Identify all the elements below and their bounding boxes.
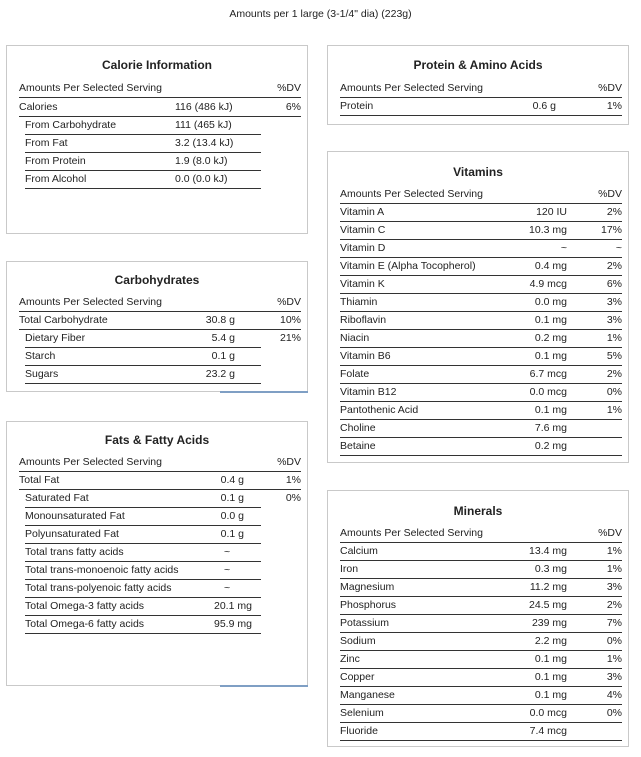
amounts-header: Amounts Per Selected Serving [19, 456, 162, 468]
nutrient-name: Vitamin E (Alpha Tocopherol) [340, 260, 476, 272]
nutrient-dv: 3% [606, 671, 622, 683]
nutrient-amount: ~ [224, 546, 231, 558]
amounts-header: Amounts Per Selected Serving [340, 82, 483, 94]
nutrient-name: Iron [340, 563, 359, 575]
minerals-panel [327, 490, 629, 747]
nutrient-name: From Carbohydrate [25, 119, 117, 131]
nutrient-amount: 7.4 mcg [529, 725, 567, 737]
nutrient-name: Vitamin D [340, 242, 386, 254]
panel-accent-line [220, 391, 308, 393]
nutrient-row [25, 526, 261, 544]
fats-panel [6, 421, 308, 686]
nutrient-name: Total trans fatty acids [25, 546, 124, 558]
nutrient-amount: 2.2 mg [534, 635, 567, 647]
nutrient-name: Monounsaturated Fat [25, 510, 125, 522]
nutrient-name: Manganese [340, 689, 395, 701]
nutrient-row [340, 366, 622, 384]
nutrient-row [340, 348, 622, 366]
nutrient-amount: 13.4 mg [529, 545, 567, 557]
nutrient-dv: 2% [606, 368, 622, 380]
nutrient-amount: 0.1 mg [534, 653, 567, 665]
nutrient-amount: 0.0 mcg [529, 707, 567, 719]
nutrient-amount: 0.0 (0.0 kJ) [175, 173, 228, 185]
nutrient-amount: 7.6 mg [534, 422, 567, 434]
nutrient-row [340, 615, 622, 633]
nutrient-name: Sodium [340, 635, 376, 647]
nutrient-name: Choline [340, 422, 376, 434]
nutrient-dv: 4% [606, 689, 622, 701]
nutrient-dv: 0% [606, 635, 622, 647]
dv-header: %DV [277, 456, 301, 468]
nutrient-rows [328, 46, 628, 124]
nutrient-amount: 0.1 g [211, 350, 235, 362]
nutrient-amount: 0.3 mg [534, 563, 567, 575]
nutrient-amount: 6.7 mcg [529, 368, 567, 380]
nutrient-rows [7, 422, 307, 685]
amounts-header: Amounts Per Selected Serving [19, 82, 162, 94]
nutrient-row [340, 98, 622, 116]
nutrient-name: Copper [340, 671, 375, 683]
nutrient-amount: 0.2 mg [534, 332, 567, 344]
nutrient-dv: 1% [606, 653, 622, 665]
nutrient-amount: 30.8 g [205, 314, 235, 326]
nutrient-row [25, 366, 261, 384]
nutrient-amount: 116 (486 kJ) [175, 101, 233, 113]
nutrient-name: Potassium [340, 617, 390, 629]
nutrient-row [25, 171, 261, 189]
nutrient-name: Total Fat [19, 474, 60, 486]
panel-title: Protein & Amino Acids [413, 58, 543, 72]
nutrient-name: Riboflavin [340, 314, 387, 326]
nutrient-row [25, 153, 261, 171]
nutrient-name: Total Omega-6 fatty acids [25, 618, 145, 630]
panel-title: Carbohydrates [114, 273, 200, 287]
nutrient-amount: 0.0 mg [534, 296, 567, 308]
nutrient-name: Magnesium [340, 581, 395, 593]
nutrient-row [25, 580, 261, 598]
nutrient-row [25, 508, 261, 526]
nutrient-row [19, 99, 301, 117]
nutrient-row [25, 330, 301, 348]
nutrient-name: Folate [340, 368, 370, 380]
nutrient-amount: 111 (465 kJ) [175, 119, 232, 131]
nutrient-name: Dietary Fiber [25, 332, 86, 344]
nutrient-amount: 5.4 g [211, 332, 235, 344]
nutrient-name: Vitamin B12 [340, 386, 397, 398]
nutrient-dv: 2% [606, 599, 622, 611]
nutrient-dv: 3% [606, 581, 622, 593]
nutrient-dv: 0% [606, 386, 622, 398]
panel-title: Vitamins [453, 165, 503, 179]
nutrient-amount: 11.2 mg [529, 581, 567, 593]
nutrient-row [340, 240, 622, 258]
nutrient-row [25, 117, 261, 135]
nutrient-name: Total trans-polyenoic fatty acids [25, 582, 172, 594]
amounts-header: Amounts Per Selected Serving [19, 296, 162, 308]
nutrient-row [25, 598, 261, 616]
nutrient-name: From Fat [25, 137, 68, 149]
nutrient-name: Zinc [340, 653, 360, 665]
nutrient-rows [7, 262, 307, 391]
nutrient-dv: 10% [279, 314, 301, 326]
nutrient-name: Total trans-monoenoic fatty acids [25, 564, 179, 576]
nutrient-name: Vitamin C [340, 224, 386, 236]
nutrient-amount: 0.1 g [220, 528, 244, 540]
nutrient-row [340, 579, 622, 597]
nutrient-amount: 1.9 (8.0 kJ) [175, 155, 228, 167]
nutrient-name: Starch [25, 350, 56, 362]
nutrient-name: Pantothenic Acid [340, 404, 419, 416]
nutrient-row [25, 616, 261, 634]
nutrient-row [25, 562, 261, 580]
nutrient-name: Saturated Fat [25, 492, 89, 504]
nutrient-row [340, 651, 622, 669]
nutrient-amount: 3.2 (13.4 kJ) [175, 137, 234, 149]
page-header: Amounts per 1 large (3-1/4" dia) (223g) [229, 8, 412, 20]
nutrient-name: Total Omega-3 fatty acids [25, 600, 145, 612]
nutrient-row [25, 348, 261, 366]
nutrient-row [340, 687, 622, 705]
nutrient-row [340, 420, 622, 438]
nutrient-amount: 4.9 mcg [529, 278, 567, 290]
nutrient-dv: 2% [606, 260, 622, 272]
nutrient-dv: 1% [285, 474, 301, 486]
nutrient-row [19, 312, 301, 330]
nutrient-dv: 7% [606, 617, 622, 629]
nutrient-amount: 239 mg [531, 617, 567, 629]
nutrient-name: Betaine [340, 440, 376, 452]
dv-header: %DV [277, 82, 301, 94]
nutrient-name: Sugars [25, 368, 59, 380]
nutrient-row [340, 312, 622, 330]
nutrient-amount: 0.0 g [220, 510, 244, 522]
nutrient-name: Vitamin K [340, 278, 385, 290]
nutrient-dv: 6% [606, 278, 622, 290]
nutrient-name: From Protein [25, 155, 86, 167]
dv-header: %DV [277, 296, 301, 308]
nutrient-row [25, 135, 261, 153]
nutrient-row [340, 705, 622, 723]
nutrient-row [25, 490, 301, 508]
nutrient-row [340, 633, 622, 651]
calorie-information-panel [6, 45, 308, 234]
nutrient-row [340, 438, 622, 456]
nutrient-dv: 1% [606, 563, 622, 575]
nutrient-row [25, 544, 261, 562]
protein-panel [327, 45, 629, 125]
amounts-header: Amounts Per Selected Serving [340, 188, 483, 200]
nutrient-row [340, 723, 622, 741]
dv-header: %DV [598, 82, 622, 94]
nutrient-dv: 6% [285, 101, 301, 113]
nutrient-amount: 95.9 mg [214, 618, 252, 630]
nutrient-row [340, 276, 622, 294]
nutrient-name: Calories [19, 101, 58, 113]
dv-header: %DV [598, 527, 622, 539]
nutrient-amount: ~ [224, 582, 231, 594]
nutrient-name: Vitamin A [340, 206, 385, 218]
nutrient-amount: 0.1 mg [534, 404, 567, 416]
vitamins-panel [327, 151, 629, 463]
nutrient-dv: 1% [606, 100, 622, 112]
nutrient-amount: 0.1 g [220, 492, 244, 504]
nutrient-dv: 0% [606, 707, 622, 719]
nutrient-dv: 1% [606, 404, 622, 416]
nutrient-amount: 23.2 g [205, 368, 235, 380]
nutrient-amount: 0.1 mg [534, 314, 567, 326]
nutrient-rows [328, 491, 628, 746]
panel-accent-line [220, 685, 308, 687]
nutrient-row [19, 472, 301, 490]
nutrient-row [340, 258, 622, 276]
nutrient-row [340, 384, 622, 402]
nutrient-dv: 1% [606, 332, 622, 344]
nutrient-row [340, 294, 622, 312]
carbohydrates-panel [6, 261, 308, 392]
nutrient-amount: 0.1 mg [534, 689, 567, 701]
nutrient-dv: 3% [606, 314, 622, 326]
nutrient-dv: 1% [606, 545, 622, 557]
nutrient-amount: 0.4 mg [534, 260, 567, 272]
nutrient-name: Vitamin B6 [340, 350, 391, 362]
nutrient-dv: 21% [279, 332, 301, 344]
nutrient-name: From Alcohol [25, 173, 87, 185]
nutrient-dv: 2% [606, 206, 622, 218]
nutrient-row [340, 543, 622, 561]
nutrient-name: Niacin [340, 332, 370, 344]
nutrient-name: Selenium [340, 707, 384, 719]
nutrient-row [340, 402, 622, 420]
nutrient-amount: 0.0 mcg [529, 386, 567, 398]
nutrient-amount: 20.1 mg [214, 600, 252, 612]
nutrient-dv: ~ [615, 242, 622, 254]
panel-title: Minerals [453, 504, 503, 518]
nutrient-row [340, 597, 622, 615]
nutrient-name: Fluoride [340, 725, 378, 737]
nutrient-row [340, 561, 622, 579]
nutrient-rows [7, 46, 307, 233]
nutrient-row [340, 669, 622, 687]
amounts-header: Amounts Per Selected Serving [340, 527, 483, 539]
nutrient-amount: 120 IU [536, 206, 567, 218]
nutrient-dv: 5% [606, 350, 622, 362]
nutrient-name: Total Carbohydrate [19, 314, 108, 326]
nutrient-amount: 0.2 mg [534, 440, 567, 452]
nutrient-name: Calcium [340, 545, 378, 557]
nutrient-rows [328, 152, 628, 462]
nutrient-amount: 0.4 g [220, 474, 244, 486]
nutrient-name: Phosphorus [340, 599, 397, 611]
nutrient-name: Thiamin [340, 296, 378, 308]
panel-title: Fats & Fatty Acids [104, 433, 210, 447]
nutrient-name: Protein [340, 100, 374, 112]
nutrient-amount: 10.3 mg [529, 224, 567, 236]
nutrient-name: Polyunsaturated Fat [25, 528, 119, 540]
nutrient-row [340, 330, 622, 348]
nutrient-row [340, 204, 622, 222]
dv-header: %DV [598, 188, 622, 200]
nutrient-dv: 0% [285, 492, 301, 504]
nutrient-amount: 24.5 mg [529, 599, 567, 611]
panel-title: Calorie Information [101, 58, 212, 72]
nutrient-amount: 0.1 mg [534, 671, 567, 683]
nutrient-dv: 3% [606, 296, 622, 308]
nutrient-amount: ~ [560, 242, 567, 254]
nutrient-dv: 17% [600, 224, 622, 236]
nutrient-amount: 0.1 mg [534, 350, 567, 362]
nutrient-row [340, 222, 622, 240]
nutrient-amount: 0.6 g [532, 100, 556, 112]
nutrient-amount: ~ [224, 564, 231, 576]
